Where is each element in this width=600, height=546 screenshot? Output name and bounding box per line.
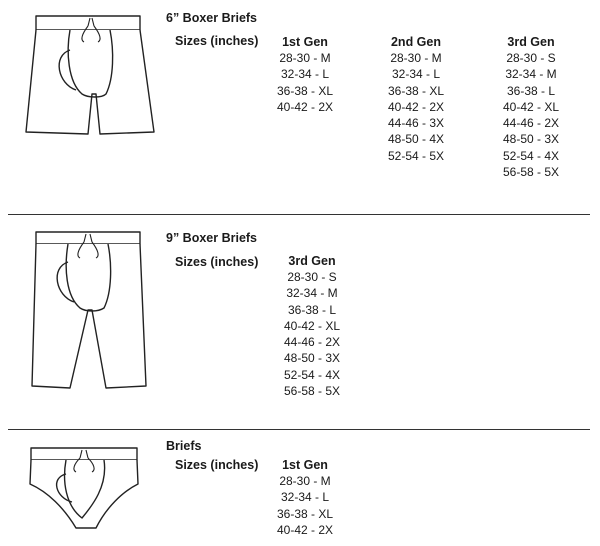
size-row: 32-34 - M (505, 67, 557, 82)
size-column-1st-gen (265, 457, 345, 538)
column-header: 3rd Gen (288, 254, 336, 268)
size-row: 32-34 - L (391, 67, 441, 82)
size-row: 40-42 - XL (502, 99, 560, 114)
column-header: 3rd Gen (507, 35, 555, 49)
size-row: 48-50 - 4X (387, 132, 445, 147)
size-column-3rd-gen (491, 34, 571, 180)
size-row: 32-34 - M (286, 286, 338, 301)
size-row: 28-30 - M (390, 51, 442, 65)
section-title: 6” Boxer Briefs (166, 11, 258, 25)
size-row: 52-54 - 4X (283, 367, 341, 382)
size-row: 52-54 - 5X (387, 148, 445, 163)
size-row: 56-58 - 5X (283, 384, 341, 399)
size-column-2nd-gen (376, 34, 456, 164)
sizes-label: Sizes (inches) (175, 34, 259, 48)
size-row: 48-50 - 3X (283, 351, 341, 366)
size-row: 28-30 - M (279, 51, 331, 65)
size-row: 56-58 - 5X (502, 165, 560, 180)
column-header: 1st Gen (282, 35, 328, 49)
size-row: 40-42 - XL (283, 318, 341, 333)
size-row: 36-38 - L (287, 302, 337, 317)
size-row: 28-30 - S (506, 51, 556, 65)
size-row: 40-42 - 2X (387, 99, 445, 114)
size-row: 44-46 - 3X (387, 116, 445, 131)
column-header: 2nd Gen (390, 35, 441, 49)
boxer-briefs-9in-illustration (28, 230, 152, 392)
size-row: 40-42 - 2X (276, 522, 334, 537)
size-row: 32-34 - L (280, 490, 330, 505)
size-row: 44-46 - 2X (283, 335, 341, 350)
boxer-briefs-6in-illustration (22, 12, 158, 138)
size-row: 36-38 - XL (276, 83, 334, 98)
size-row: 36-38 - L (506, 83, 556, 98)
size-row: 36-38 - XL (276, 506, 334, 521)
section-briefs (0, 430, 600, 546)
size-row: 36-38 - XL (387, 83, 445, 98)
column-header: 1st Gen (282, 458, 328, 472)
briefs-illustration (28, 446, 140, 532)
size-column-1st-gen (265, 34, 345, 115)
size-row: 48-50 - 3X (502, 132, 560, 147)
sizes-label: Sizes (inches) (175, 458, 259, 472)
section-title: Briefs (166, 439, 202, 453)
size-column-3rd-gen (272, 253, 352, 399)
sizes-label: Sizes (inches) (175, 255, 259, 269)
size-row: 28-30 - M (279, 474, 331, 488)
section-title: 9” Boxer Briefs (166, 231, 258, 245)
size-row: 40-42 - 2X (276, 99, 334, 114)
size-row: 44-46 - 2X (502, 116, 560, 131)
section-9in-boxer-briefs (0, 215, 600, 429)
size-row: 28-30 - S (287, 270, 337, 284)
section-6in-boxer-briefs (0, 0, 600, 214)
size-row: 32-34 - L (280, 67, 330, 82)
size-row: 52-54 - 4X (502, 148, 560, 163)
